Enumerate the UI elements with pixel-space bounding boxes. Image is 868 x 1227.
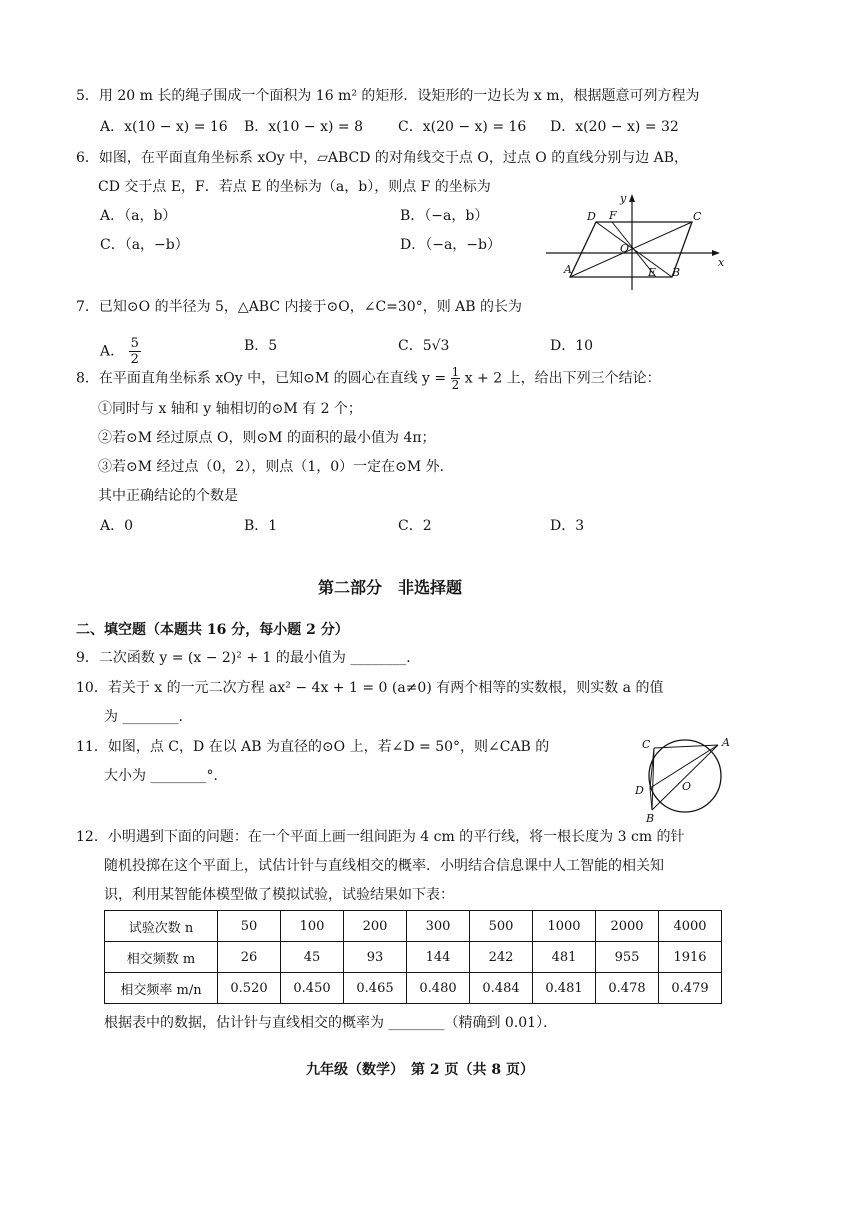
table-cell: 0.465 xyxy=(344,973,407,1004)
diameter-ab xyxy=(652,745,718,810)
q7-stem: 7．已知⊙O 的半径为 5，△ABC 内接于⊙O，∠C=30°，则 AB 的长为 xyxy=(76,299,523,315)
table-cell: 2000 xyxy=(596,911,659,942)
q9-text: 9．二次函数 y = (x − 2)² + 1 的最小值为 ________． xyxy=(76,650,421,666)
q6-parallelogram-figure xyxy=(540,190,730,295)
q5-option-a: A．x(10 − x) = 16 xyxy=(100,119,228,135)
q8-statement-2: ②若⊙M 经过原点 O，则⊙M 的面积的最小值为 4π； xyxy=(98,430,436,446)
label-b: B xyxy=(672,266,681,279)
q12-line-2: 随机投掷在这个平面上，试估计针与直线相交的概率．小明结合信息课中人工智能的相关知 xyxy=(104,858,664,874)
label-f: F xyxy=(609,209,617,222)
q10-line-2: 为 ________． xyxy=(104,709,193,725)
table-cell: 1000 xyxy=(533,911,596,942)
part-two-title: 第二部分 非选择题 xyxy=(318,578,463,597)
table-cell: 500 xyxy=(470,911,533,942)
q5-stem: 5．用 20 m 长的绳子围成一个面积为 16 m² 的矩形．设矩形的一边长为 x m，根据题意可列方程为 xyxy=(76,88,700,104)
table-cell: 26 xyxy=(218,942,281,973)
table-row xyxy=(105,942,722,973)
label-c: C xyxy=(642,738,651,751)
table-cell: 300 xyxy=(407,911,470,942)
q11-line-2: 大小为 ________°． xyxy=(104,768,228,784)
table-cell: 100 xyxy=(281,911,344,942)
q12-line-1: 12．小明遇到下面的问题：在一个平面上画一组间距为 4 cm 的平行线，将一根长度为 3 cm 的针 xyxy=(76,829,685,845)
label-d: D xyxy=(587,210,596,223)
q10-line-1: 10．若关于 x 的一元二次方程 ax² − 4x + 1 = 0 (a≠0) 有两个相等的实数根，则实数 a 的值 xyxy=(76,680,664,696)
q6-stem-1: 6．如图，在平面直角坐标系 xOy 中，▱ABCD 的对角线交于点 O，过点 O 的直线分别与边 AB， xyxy=(76,150,689,166)
label-a: A xyxy=(722,736,730,749)
row-header-frequency: 相交频率 m/n xyxy=(105,973,218,1004)
q7-option-b: B．5 xyxy=(244,338,278,354)
q7-option-c: C．5√3 xyxy=(398,338,450,354)
q6-option-c: C．（a，−b） xyxy=(100,237,189,253)
table-cell: 144 xyxy=(407,942,470,973)
q7-option-d: D．10 xyxy=(550,338,594,354)
y-axis-arrow-icon xyxy=(629,194,635,202)
table-cell: 0.484 xyxy=(470,973,533,1004)
q8-option-d: D．3 xyxy=(550,518,585,534)
table-cell: 200 xyxy=(344,911,407,942)
label-x: x xyxy=(718,256,725,269)
q11-line-1: 11．如图，点 C，D 在以 AB 为直径的⊙O 上，若∠D = 50°，则∠CAB 的 xyxy=(76,739,550,755)
table-cell: 0.450 xyxy=(281,973,344,1004)
q11-circle-figure xyxy=(630,732,740,825)
q12-results-table xyxy=(104,910,722,1004)
q8-statement-3: ③若⊙M 经过点（0，2），则点（1，0）一定在⊙M 外． xyxy=(98,459,454,475)
fraction-numerator: 5 xyxy=(130,336,139,351)
label-e: E xyxy=(648,266,657,279)
label-c: C xyxy=(693,210,702,223)
q6-option-d: D．（−a，−b） xyxy=(400,237,501,253)
fraction-numerator: 1 xyxy=(451,365,460,379)
table-cell: 50 xyxy=(218,911,281,942)
q8-statement-1: ①同时与 x 轴和 y 轴相切的⊙M 有 2 个； xyxy=(98,401,362,417)
table-cell: 4000 xyxy=(659,911,722,942)
table-cell: 1916 xyxy=(659,942,722,973)
label-o: O xyxy=(682,780,692,793)
q7-option-a xyxy=(100,336,141,367)
q8-count-question: 其中正确结论的个数是 xyxy=(98,488,238,504)
table-cell: 45 xyxy=(281,942,344,973)
q8-option-b: B．1 xyxy=(244,518,278,534)
label-d: D xyxy=(635,784,644,797)
q7-option-a-fraction xyxy=(129,336,141,367)
table-cell: 0.520 xyxy=(218,973,281,1004)
q7-option-a-prefix: A． xyxy=(100,343,125,360)
fraction-denominator: 2 xyxy=(130,352,139,367)
table-cell: 0.480 xyxy=(407,973,470,1004)
q6-option-a: A．（a，b） xyxy=(100,208,177,224)
q5-option-b: B．x(10 − x) = 8 xyxy=(244,119,363,135)
q8-stem-after: x + 2 上，给出下列三个结论： xyxy=(464,370,661,387)
section-two-heading: 二、填空题（本题共 16 分，每小题 2 分） xyxy=(76,622,349,638)
row-header-trials: 试验次数 n xyxy=(105,911,218,942)
table-cell: 0.478 xyxy=(596,973,659,1004)
table-row xyxy=(105,911,722,942)
q8-stem xyxy=(76,366,661,391)
q6-option-b: B．（−a，b） xyxy=(400,208,489,224)
page-footer: 九年级（数学） 第 2 页（共 8 页） xyxy=(306,1062,534,1078)
table-cell: 0.479 xyxy=(659,973,722,1004)
q6-stem-2: CD 交于点 E，F．若点 E 的坐标为（a，b），则点 F 的坐标为 xyxy=(98,179,491,195)
table-cell: 0.481 xyxy=(533,973,596,1004)
table-cell: 481 xyxy=(533,942,596,973)
q12-conclusion: 根据表中的数据，估计针与直线相交的概率为 ________（精确到 0.01）． xyxy=(104,1015,558,1031)
fraction-denominator: 2 xyxy=(451,378,460,392)
table-row xyxy=(105,973,722,1004)
label-y: y xyxy=(620,192,627,205)
q5-option-c: C．x(20 − x) = 16 xyxy=(398,119,527,135)
label-b: B xyxy=(646,812,655,825)
q8-option-a: A．0 xyxy=(100,518,134,534)
circle-o xyxy=(649,740,721,812)
q8-stem-before: 8．在平面直角坐标系 xOy 中，已知⊙M 的圆心在直线 y = xyxy=(76,370,447,387)
q5-option-d: D．x(20 − x) = 32 xyxy=(550,119,679,135)
label-o: O xyxy=(620,242,630,255)
table-cell: 955 xyxy=(596,942,659,973)
table-cell: 242 xyxy=(470,942,533,973)
label-a: A xyxy=(564,263,572,276)
table-cell: 93 xyxy=(344,942,407,973)
q12-line-3: 识，利用某智能体模型做了模拟试验，试验结果如下表： xyxy=(104,887,454,903)
q8-option-c: C．2 xyxy=(398,518,432,534)
row-header-counts: 相交频数 m xyxy=(105,942,218,973)
q8-fraction xyxy=(451,366,461,391)
